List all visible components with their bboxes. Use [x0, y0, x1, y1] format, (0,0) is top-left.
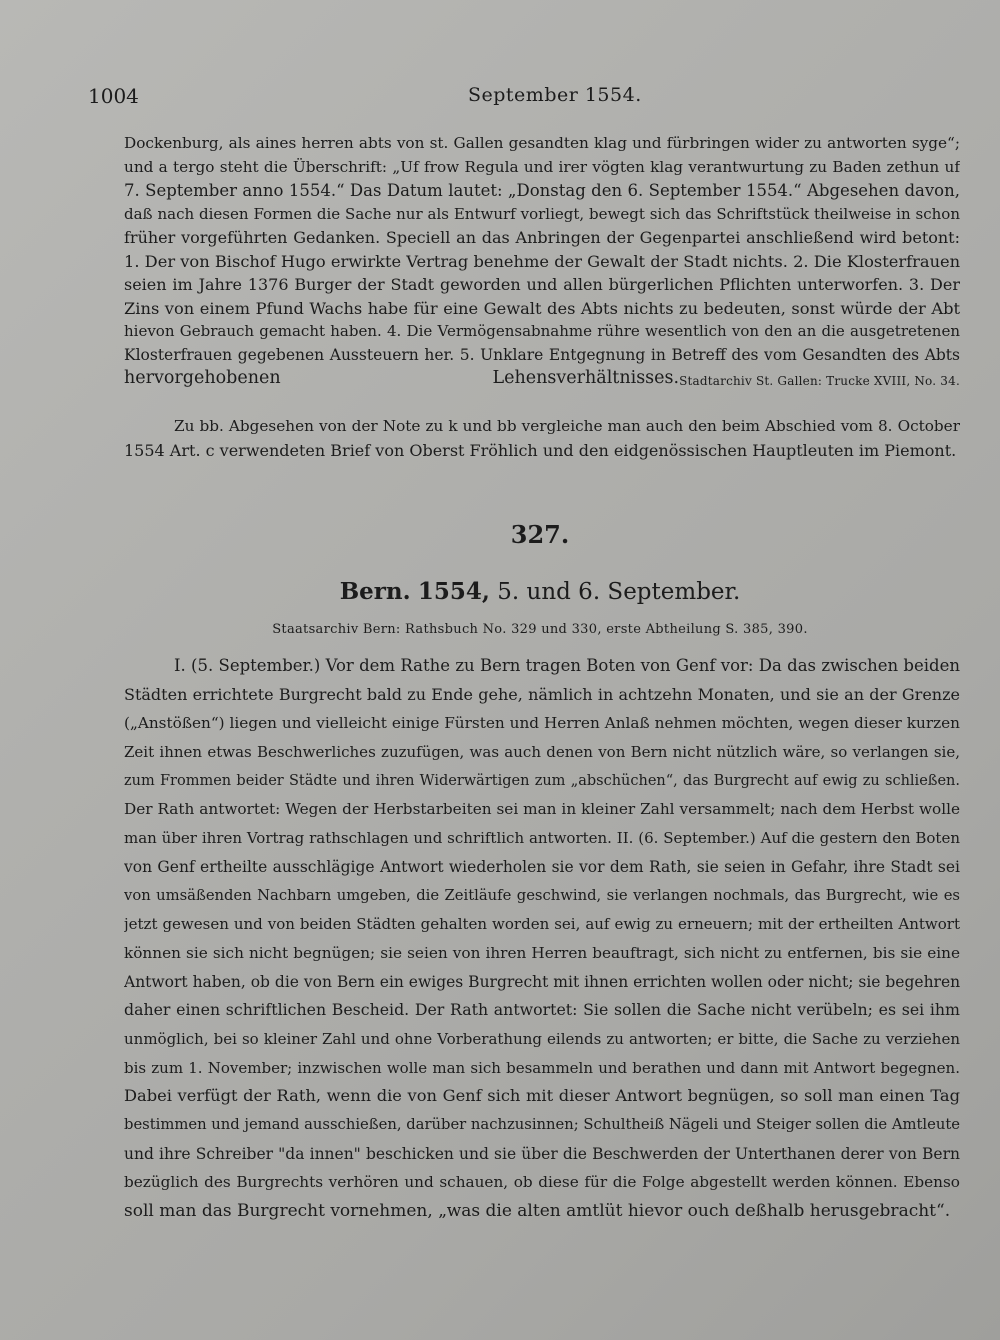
text-line: Dockenburg, als aines herren abts von st. Gallen gesandten klag und fürbringen wider zu antworten syge“; [124, 134, 960, 152]
text-line: von umsäßenden Nachbarn umgeben, die Zeitläufe geschwind, sie verlangen nochmals, das Burgrecht, wie es [124, 886, 960, 904]
text-line: unmöglich, bei so kleiner Zahl und ohne Vorberathung eilends zu antworten; er bitte, die Sache zu verziehen [124, 1029, 960, 1048]
text-line: seien im Jahre 1376 Burger der Stadt geworden und allen bürgerlichen Pflichten unterworfen. 3. Der [124, 275, 960, 294]
text-line: von Genf ertheilte ausschlägige Antwort wiederholen sie vor dem Rath, sie seien in Gefahr, ihre Stadt sei [124, 857, 960, 876]
text-line: Klosterfrauen gegebenen Aussteuern her. 5. Unklare Entgegnung in Betreff des vom Gesandten des Abts [124, 345, 960, 364]
text-line: Zu bb. Abgesehen von der Note zu k und bb vergleiche man auch den beim Abschied vom 8. October [174, 417, 960, 435]
note-paragraph [124, 415, 960, 462]
page-header [88, 84, 968, 116]
text-line: 7. September anno 1554.“ Das Datum lautet: „Donstag den 6. September 1554.“ Abgesehen davon, [124, 181, 960, 200]
text-line-end: hervorgehobenen Lehensverhältnisses. [124, 368, 680, 388]
text-line: daher einen schriftlichen Bescheid. Der Rath antwortet: Sie sollen die Sache nicht verübeln; es sei ihm [124, 1000, 960, 1020]
text-line: 1554 Art. c verwendeten Brief von Oberst Fröhlich und den eidgenössischen Hauptleuten im Piemont. [124, 440, 957, 460]
document-title-place: Bern. [339, 578, 411, 605]
text-line: man über ihren Vortrag rathschlagen und schriftlich antworten. II. (6. September.) Auf die gestern den Boten [124, 829, 960, 848]
text-line: früher vorgeführten Gedanken. Speciell an das Anbringen der Gegenpartei anschließend wird betont: [124, 228, 960, 247]
document-number: 327. [510, 520, 570, 549]
document-title-year: 1554, [417, 578, 490, 605]
document-source: Staatsarchiv Bern: Rathsbuch No. 329 und 330, erste Abtheilung S. 385, 390. [272, 622, 808, 637]
text-line: bis zum 1. November; inzwischen wolle man sich besammeln und berathen und dann mit Antwort begegnen. [124, 1058, 960, 1077]
document-title [0, 578, 1000, 605]
text-line: jetzt gewesen und von beiden Städten gehalten worden sei, auf ewig zu erneuern; mit der ertheilten Antwort [124, 915, 960, 934]
text-line: hievon Gebrauch gemacht haben. 4. Die Vermögensabnahme rühre wesentlich von den an die ausgetretenen [124, 322, 960, 340]
text-line: bestimmen und jemand ausschießen, darüber nachzusinnen; Schultheiß Nägeli und Steiger sollen die Amtleute [124, 1116, 960, 1133]
source-citation: Stadtarchiv St. Gallen: Trucke XVIII, No. 34. [679, 374, 960, 388]
text-line: Städten errichtete Burgrecht bald zu Ende gehe, nämlich in achtzehn Monaten, und sie an der Grenze [124, 684, 960, 704]
text-line: Zeit ihnen etwas Beschwerliches zuzufügen, was auch denen von Bern nicht nützlich wäre, so verlangen sie, [124, 743, 960, 762]
text-line: I. (5. September.) Vor dem Rathe zu Bern tragen Boten von Genf vor: Da das zwischen beiden [174, 656, 960, 675]
text-line: können sie sich nicht begnügen; sie seien von ihren Herren beauftragt, sich nicht zu entfernen, bis sie eine [124, 943, 960, 962]
text-line: Antwort haben, ob die von Bern ein ewiges Burgrecht mit ihnen errichten wollen oder nicht; sie begehren [124, 972, 960, 991]
document-body [124, 652, 960, 1226]
text-line: Zins von einem Pfund Wachs habe für eine Gewalt des Abts nichts zu bedeuten, sonst würde der Abt [124, 298, 960, 318]
text-line: bezüglich des Burgrechts verhören und schauen, ob diese für die Folge abgestellt werden können. Ebenso [124, 1173, 960, 1192]
page-number: 1004 [88, 84, 139, 108]
running-title: September 1554. [468, 84, 642, 106]
document-title-dates: 5. und 6. September. [497, 579, 741, 605]
text-line-with-source [124, 367, 960, 391]
text-line: („Anstößen“) liegen und vielleicht einige Fürsten und Herren Anlaß nehmen möchten, wegen dieser kurzen [124, 714, 960, 733]
text-line: daß nach diesen Formen die Sache nur als Entwurf vorliegt, bewegt sich das Schriftstück theilweise in schon [124, 204, 960, 223]
text-line: Dabei verfügt der Rath, wenn die von Genf sich mit dieser Antwort begnügen, so soll man einen Tag [124, 1086, 960, 1106]
text-line: soll man das Burgrecht vornehmen, „was die alten amtlüt hievor ouch deßhalb herusgebracht“. [124, 1201, 951, 1222]
footnote-paragraph [124, 132, 960, 391]
text-line: und a tergo steht die Überschrift: „Uf frow Regula und irer vögten klag verantwurtung zu Baden zethun uf [124, 157, 960, 176]
text-line: Der Rath antwortet: Wegen der Herbstarbeiten sei man in kleiner Zahl versammelt; nach dem Herbst wolle [124, 800, 960, 819]
text-line: zum Frommen beider Städte und ihren Widerwärtigen zum „abschüchen“, das Burgrecht auf ewig zu schließen. [124, 772, 960, 789]
text-line: und ihre Schreiber "da innen" beschicken und sie über die Beschwerden der Unterthanen derer von Bern [124, 1144, 960, 1163]
text-line: 1. Der von Bischof Hugo erwirkte Vertrag benehme der Gewalt der Stadt nichts. 2. Die Klosterfrauen [124, 251, 960, 271]
